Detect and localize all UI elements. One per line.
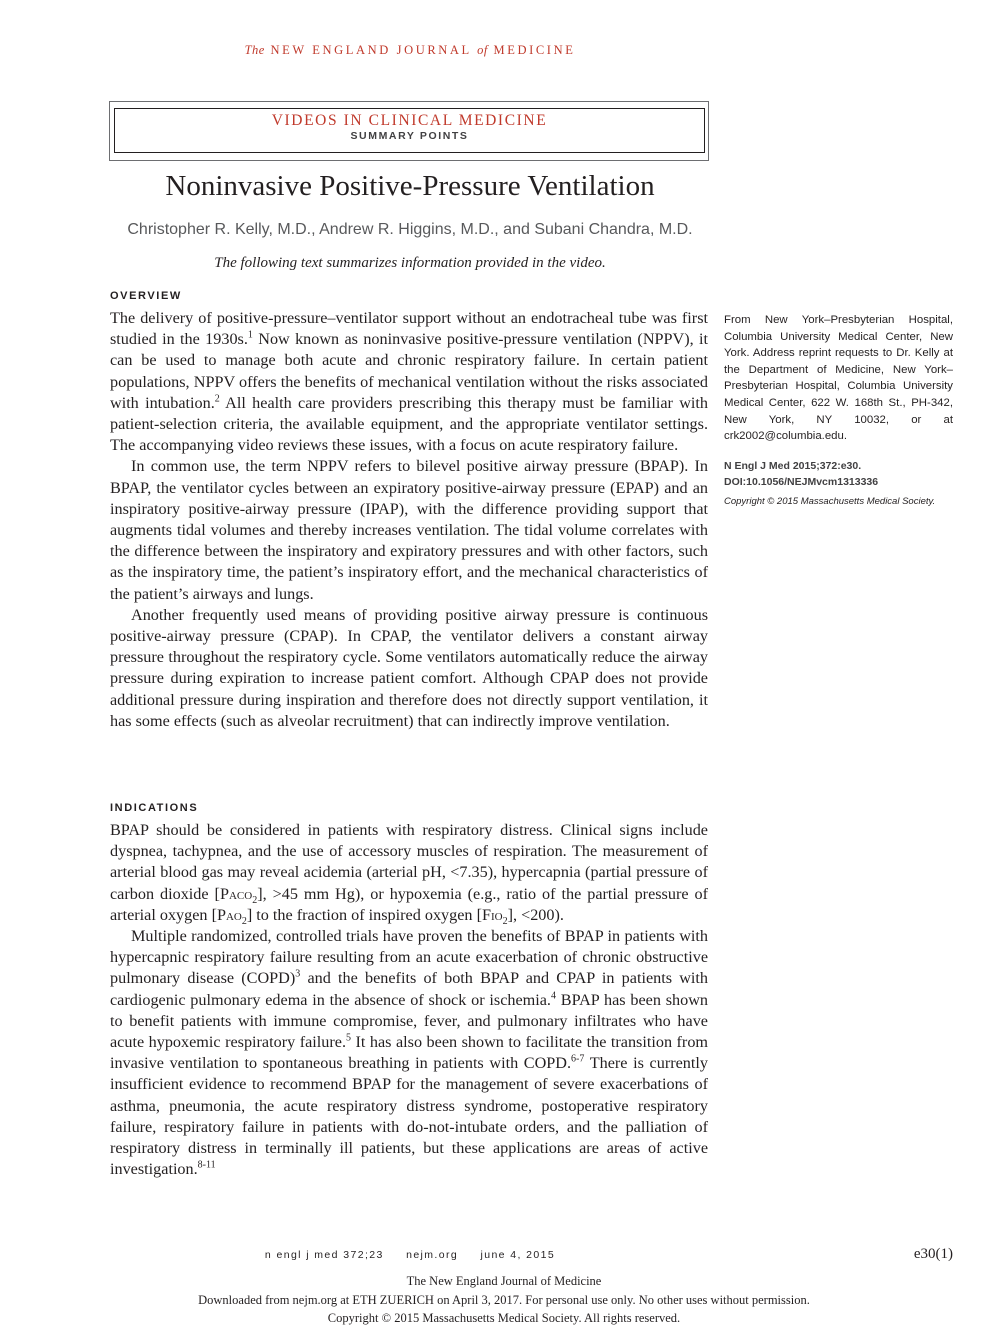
text-run: The delivery of positive-pressure–ventilator support without an endotracheal tube was first studied in the 1930s. [110, 309, 708, 349]
journal-name-mid: NEW ENGLAND JOURNAL [270, 43, 472, 57]
section-sublabel: SUMMARY POINTS [350, 130, 469, 142]
text-run: Now known as noninvasive positive-pressure ventilation (NPPV), it can be used to manage both acute and chronic respiratory failure. In certain patient populations, NPPV offers the benefits of mechanical ventilation without the risks associated with intubation. [110, 330, 708, 412]
download-notice-line: Downloaded from nejm.org at ETH ZUERICH on April 3, 2017. For personal use only. No other uses without permission. [198, 1293, 810, 1307]
ref-5: 5 [346, 1032, 351, 1044]
section-label: VIDEOS IN CLINICAL MEDICINE [271, 112, 548, 129]
text-run: ], >45 mm Hg), or hypoxemia (e.g., ratio of the partial pressure of arterial oxygen [ [110, 884, 708, 924]
page-footer [0, 1249, 820, 1261]
text-run: ] to the fraction of inspired oxygen [ [246, 905, 482, 924]
journal-prefix: The [244, 43, 265, 57]
indications-paragraph-1 [110, 820, 708, 926]
sidebar-copyright: Copyright © 2015 Massachusetts Medical Society. [724, 496, 936, 507]
text-run: There is currently insufficient evidence to recommend BPAP for the management of severe exacerbations of asthma, pneumonia, the acute respiratory distress syndrome, postoperative respiratory failure, respiratory failure in patients with do-not-intubate orders, and the palliation of respiratory distress in terminally ill patients, but these applications are areas of active investigation. [110, 1054, 708, 1179]
ref-2: 2 [214, 393, 220, 405]
citation-line: N Engl J Med 2015;372:e30. [724, 460, 862, 472]
article-intro: The following text summarizes information provided in the video. [214, 255, 606, 271]
article-authors: Christopher R. Kelly, M.D., Andrew R. Higgins, M.D., and Subani Chandra, M.D. [127, 221, 693, 238]
text-run: It has also been shown to facilitate the transition from invasive ventilation to spontaneous breathing in patients with COPD. [110, 1033, 709, 1073]
footer-site: nejm.org [406, 1249, 459, 1261]
download-copyright-line: Copyright © 2015 Massachusetts Medical Society. All rights reserved. [327, 1311, 681, 1325]
sidebar-citation [724, 458, 953, 490]
journal-header [0, 43, 820, 58]
indications-paragraph-2 [110, 926, 708, 1180]
indications-body [110, 820, 708, 1180]
paco2-label: Paco [219, 884, 253, 903]
sidebar-affiliation: From New York–Presbyterian Hospital, Columbia University Medical Center, New York. Address reprint requests to Dr. Kelly at the Department of Medicine, New York–Presbyterian Hospital, Columbia University Medical Center, 622 W. 168th St., PH-342, New York, NY 10032, or at crk2002@columbia.edu. [724, 314, 953, 443]
page-number: e30(1) [913, 1246, 953, 1262]
article-title: Noninvasive Positive-Pressure Ventilation [165, 170, 655, 202]
ref-3: 3 [295, 969, 301, 981]
journal-of: of [477, 43, 488, 57]
indications-heading: INDICATIONS [110, 802, 199, 814]
text-run: BPAP should be considered in patients with respiratory distress. Clinical signs include dyspnea, tachypnea, and the use of accessory muscles of respiration. The measurement of arterial blood gas may reveal acidemia (arterial pH, <7.35), hypercapnia (partial pressure of carbon dioxide [ [110, 821, 708, 903]
doi-line: DOI:10.1056/NEJMvcm1313336 [724, 476, 879, 489]
ref-6-7: 6-7 [571, 1053, 585, 1065]
text-run: and the benefits of both BPAP and CPAP in patients with cardiogenic pulmonary edema in the absence of shock or ischemia. [110, 969, 708, 1009]
ref-8-11: 8-11 [197, 1159, 216, 1171]
overview-paragraph-3: Another frequently used means of providing positive airway pressure is continuous positive-airway pressure (CPAP). In CPAP, the ventilator delivers a constant airway pressure throughout the respiratory cycle. Some ventilators automatically reduce the airway pressure during expiration to increase patient comfort. Although CPAP does not provide additional pressure during inspiration and therefore does not directly support ventilation, it has some effects (such as alveolar recruitment) that can indirectly improve ventilation. [110, 605, 708, 730]
subscript: 2 [252, 894, 258, 906]
overview-paragraph-1 [110, 308, 708, 456]
subscript: 2 [241, 916, 247, 928]
download-journal-line: The New England Journal of Medicine [406, 1274, 602, 1288]
ref-4: 4 [550, 990, 556, 1002]
overview-heading: OVERVIEW [110, 290, 182, 302]
text-run: BPAP has been shown to benefit patients with immune compromise, fever, and pulmonary infiltrates who have acute hypoxemic respiratory failure. [110, 990, 708, 1052]
overview-body [110, 308, 708, 732]
overview-paragraph-2: In common use, the term NPPV refers to bilevel positive airway pressure (BPAP). In BPAP, the ventilator cycles between an expiratory positive-airway pressure (EPAP) and an inspiratory positive-airway pressure (IPAP), with the difference providing support that augments tidal volumes and thereby increases ventilation. The tidal volume correlates with the difference between the inspiratory and expiratory pressures and with other factors, such as the inspiratory time, the patient’s inspiratory effort, and the mechanical characteristics of the patient’s airways and lungs. [110, 457, 708, 603]
text-run: All health care providers prescribing this therapy must be familiar with patient-selection criteria, the available equipment, and the appropriate ventilator settings. The accompanying video reviews these issues, with a focus on acute respiratory failure. [110, 393, 709, 455]
footer-journal: n engl j med 372;23 [264, 1249, 384, 1261]
ref-1: 1 [247, 329, 253, 341]
pao2-label: Pao [216, 905, 242, 924]
subscript: 2 [502, 916, 508, 928]
footer-date: june 4, 2015 [480, 1249, 556, 1261]
fio2-label: Fio [481, 905, 503, 924]
text-run: Multiple randomized, controlled trials have proven the benefits of BPAP in patients with hypercapnic respiratory failure resulting from an acute exacerbation of chronic obstructive pulmonary disease (COPD) [110, 927, 708, 988]
section-banner [114, 108, 705, 153]
text-run: ], <200). [507, 905, 564, 924]
journal-name-suffix: MEDICINE [493, 43, 576, 57]
